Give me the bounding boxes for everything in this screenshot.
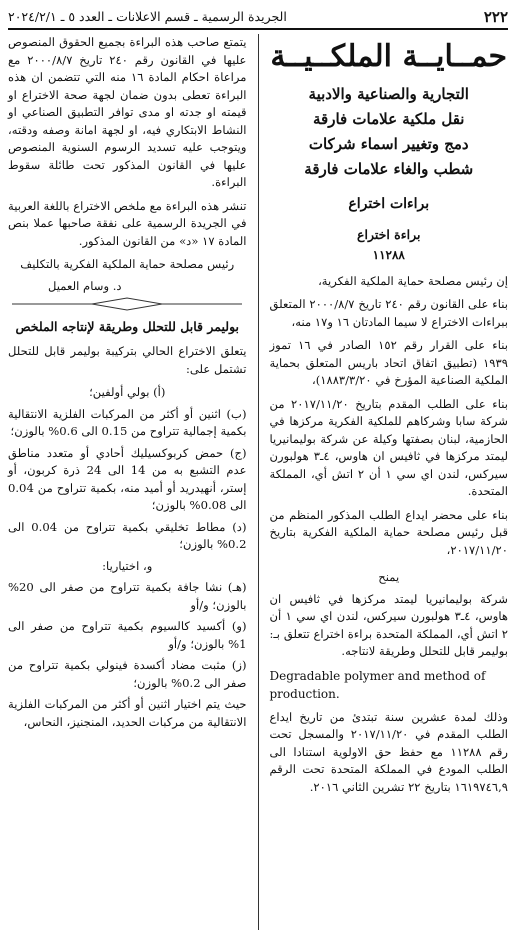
- paragraph: تنشر هذه البراءة مع ملخص الاختراع باللغة العربية في الجريدة الرسمية على نفقة صاحبها عملا بنص المادة ١٧ «د» من القانون المذكور.: [8, 198, 247, 248]
- english-title: Degradable polymer and method of production.: [269, 668, 486, 701]
- page-header: [8, 6, 508, 30]
- grants-label: يمنح: [378, 570, 400, 584]
- final-paragraph: وذلك لمدة عشرين سنة تبتدئ من تاريخ ايداع الطلب المقدم في ٢٠١٧/١١/٢٠ والمسجل تحت رقم ١١٢٨٨ مع حفظ حق الاولوية استنادا الى الطلب المودع في المملكة المتحدة تحت الرقم ١٦١٩٧٤٦,٩ بتاريخ ٢٢ تشرين الثاني ٢٠١٦.: [269, 709, 508, 794]
- list-item: (و) أكسيد كالسيوم بكمية تتراوح من صفر الى 1% بالوزن؛ و/أو: [8, 619, 247, 651]
- signatory-name: د. وسام العميل: [48, 278, 122, 293]
- page-number: ٢٢٢: [483, 7, 508, 26]
- right-column: [263, 34, 509, 930]
- patent-label: براءة اختراع: [357, 226, 421, 242]
- paragraph: بناء على القانون رقم ٢٤٠ تاريخ ٢٠٠٠/٨/٧ المتعلق ببراءات الاختراع لا سيما المادتان ١٦ و١٧ منه،: [269, 297, 508, 329]
- list-item: و، اختياريا:: [102, 558, 153, 573]
- signatory-title: رئيس مصلحة حماية الملكية الفكرية بالتكليف: [20, 257, 235, 271]
- list-item: (ج) حمض كربوكسيليك أحادي أو متعدد مناطق عدم التشبع به من 14 الى 24 ذرة كربون، أو إستر، أنهيدريد أو أميد منه، بكمية تتراوح من 0.04 الى 0.08% بالوزن؛: [8, 445, 247, 512]
- paragraph: إن رئيس مصلحة حماية الملكية الفكرية،: [318, 273, 508, 288]
- section-subtitle: شطب والغاء علامات فارقة: [304, 160, 474, 178]
- section-subtitle: نقل ملكية علامات فارقة: [313, 110, 465, 128]
- list-item: (د) مطاط تخليقي بكمية تتراوح من 0.04 الى 0.2% بالوزن؛: [8, 519, 247, 551]
- paragraph: بناء على القرار رقم ١٥٢ الصادر في ١٦ تموز ١٩٣٩ (تطبيق اتفاق اتحاد باريس المتعلق بحماية الملكية الصناعية المؤرخ في ١٨٨٣/٣/٢٠)،: [269, 338, 509, 387]
- column-divider: [258, 34, 259, 930]
- paragraph: بناء على الطلب المقدم بتاريخ ٢٠١٧/١١/٢٠ من شركة سابا وشركاهم للملكية الفكرية مركزها في الحازمية، لبنان بصفتها وكيلة عن شركة بوليمانيريا ليمتد مركزها في ثافيس ان هاوس، ٤ـ٣ هولبورن سيركس، لندن اي سي ١ أن ٢ اتش أي، المملكة المتحدة.: [269, 396, 509, 498]
- list-item: (ب) اثنين أو أكثر من المركبات الفلزية الانتقالية بكمية إجمالية تتراوح من 0.15 الى 0.6% بالوزن؛: [8, 406, 247, 438]
- ornament-rule-icon: [12, 297, 242, 311]
- section-subtitle: دمج وتغيير اسماء شركات: [308, 135, 469, 153]
- patent-number: ١١٢٨٨: [372, 248, 405, 262]
- list-item: حيث يتم اختيار اثنين أو أكثر من المركبات الفلزية الانتقالية من مركبات الحديد، المنجنيز، النحاس،: [8, 697, 247, 729]
- header-title: الجريدة الرسمية ـ قسم الاعلانات ـ العدد ٥ ـ ٢٠٢٤/٢/١: [8, 8, 287, 24]
- summary-intro: يتعلق الاختراع الحالي بتركيبة بوليمر قابل للتحلل تشتمل على:: [8, 344, 247, 376]
- paragraph: يتمتع صاحب هذه البراءة بجميع الحقوق المنصوص عليها في القانون رقم ٢٤٠ تاريخ ٢٠٠٠/٨/٧ مع مراعاة احكام المادة ١٦ منه التي تتضمن ان هذه البراءة تعطى بدون ضمان لجهة صحة الاختراع او قيمته او جدته او مدى توافر التطبيق الصناعي او النشاط الابتكاري فيه، او لجهة امانة وصفه ودقته، ويتوجب عليه تسديد الرسوم السنوية المنصوص عليها في القانون المذكور تحت طائلة سقوط البراءة.: [8, 35, 247, 189]
- paragraph: بناء على محضر ايداع الطلب المذكور المنظم من قبل رئيس مصلحة حماية الملكية الفكرية بتاريخ ٢٠١٧/١١/٢٠،: [269, 507, 508, 557]
- section-main-title: حمــايــة الملكــيــة: [270, 39, 508, 74]
- list-item: (أ) بولي أولفين؛: [89, 385, 166, 399]
- decorative-separator: [8, 297, 247, 311]
- summary-title: بوليمر قابل للتحلل وطريقة لإنتاجه الملخص: [15, 319, 240, 334]
- left-column: [8, 34, 254, 930]
- patents-heading: براءات اختراع: [348, 196, 430, 212]
- list-item: (ز) مثبت مضاد أكسدة فينولي بكمية تتراوح من صفر الى 0.2% بالوزن؛: [8, 658, 247, 690]
- grant-paragraph: شركة بوليمانيريا ليمتد مركزها في ثافيس ان هاوس، ٤ـ٣ هولبورن سيركس، لندن اي سي ١ أن ٢ اتش أي، المملكة المتحدة براءة اختراع تتعلق بـ: بوليمر قابل للتحلل وطريقة لانتاجه.: [269, 591, 509, 658]
- columns: [8, 34, 508, 930]
- section-subtitle: التجارية والصناعية والادبية: [308, 85, 469, 103]
- list-item: (هـ) نشا جافة بكمية تتراوح من صفر الى 20% بالوزن؛ و/أو: [8, 580, 247, 612]
